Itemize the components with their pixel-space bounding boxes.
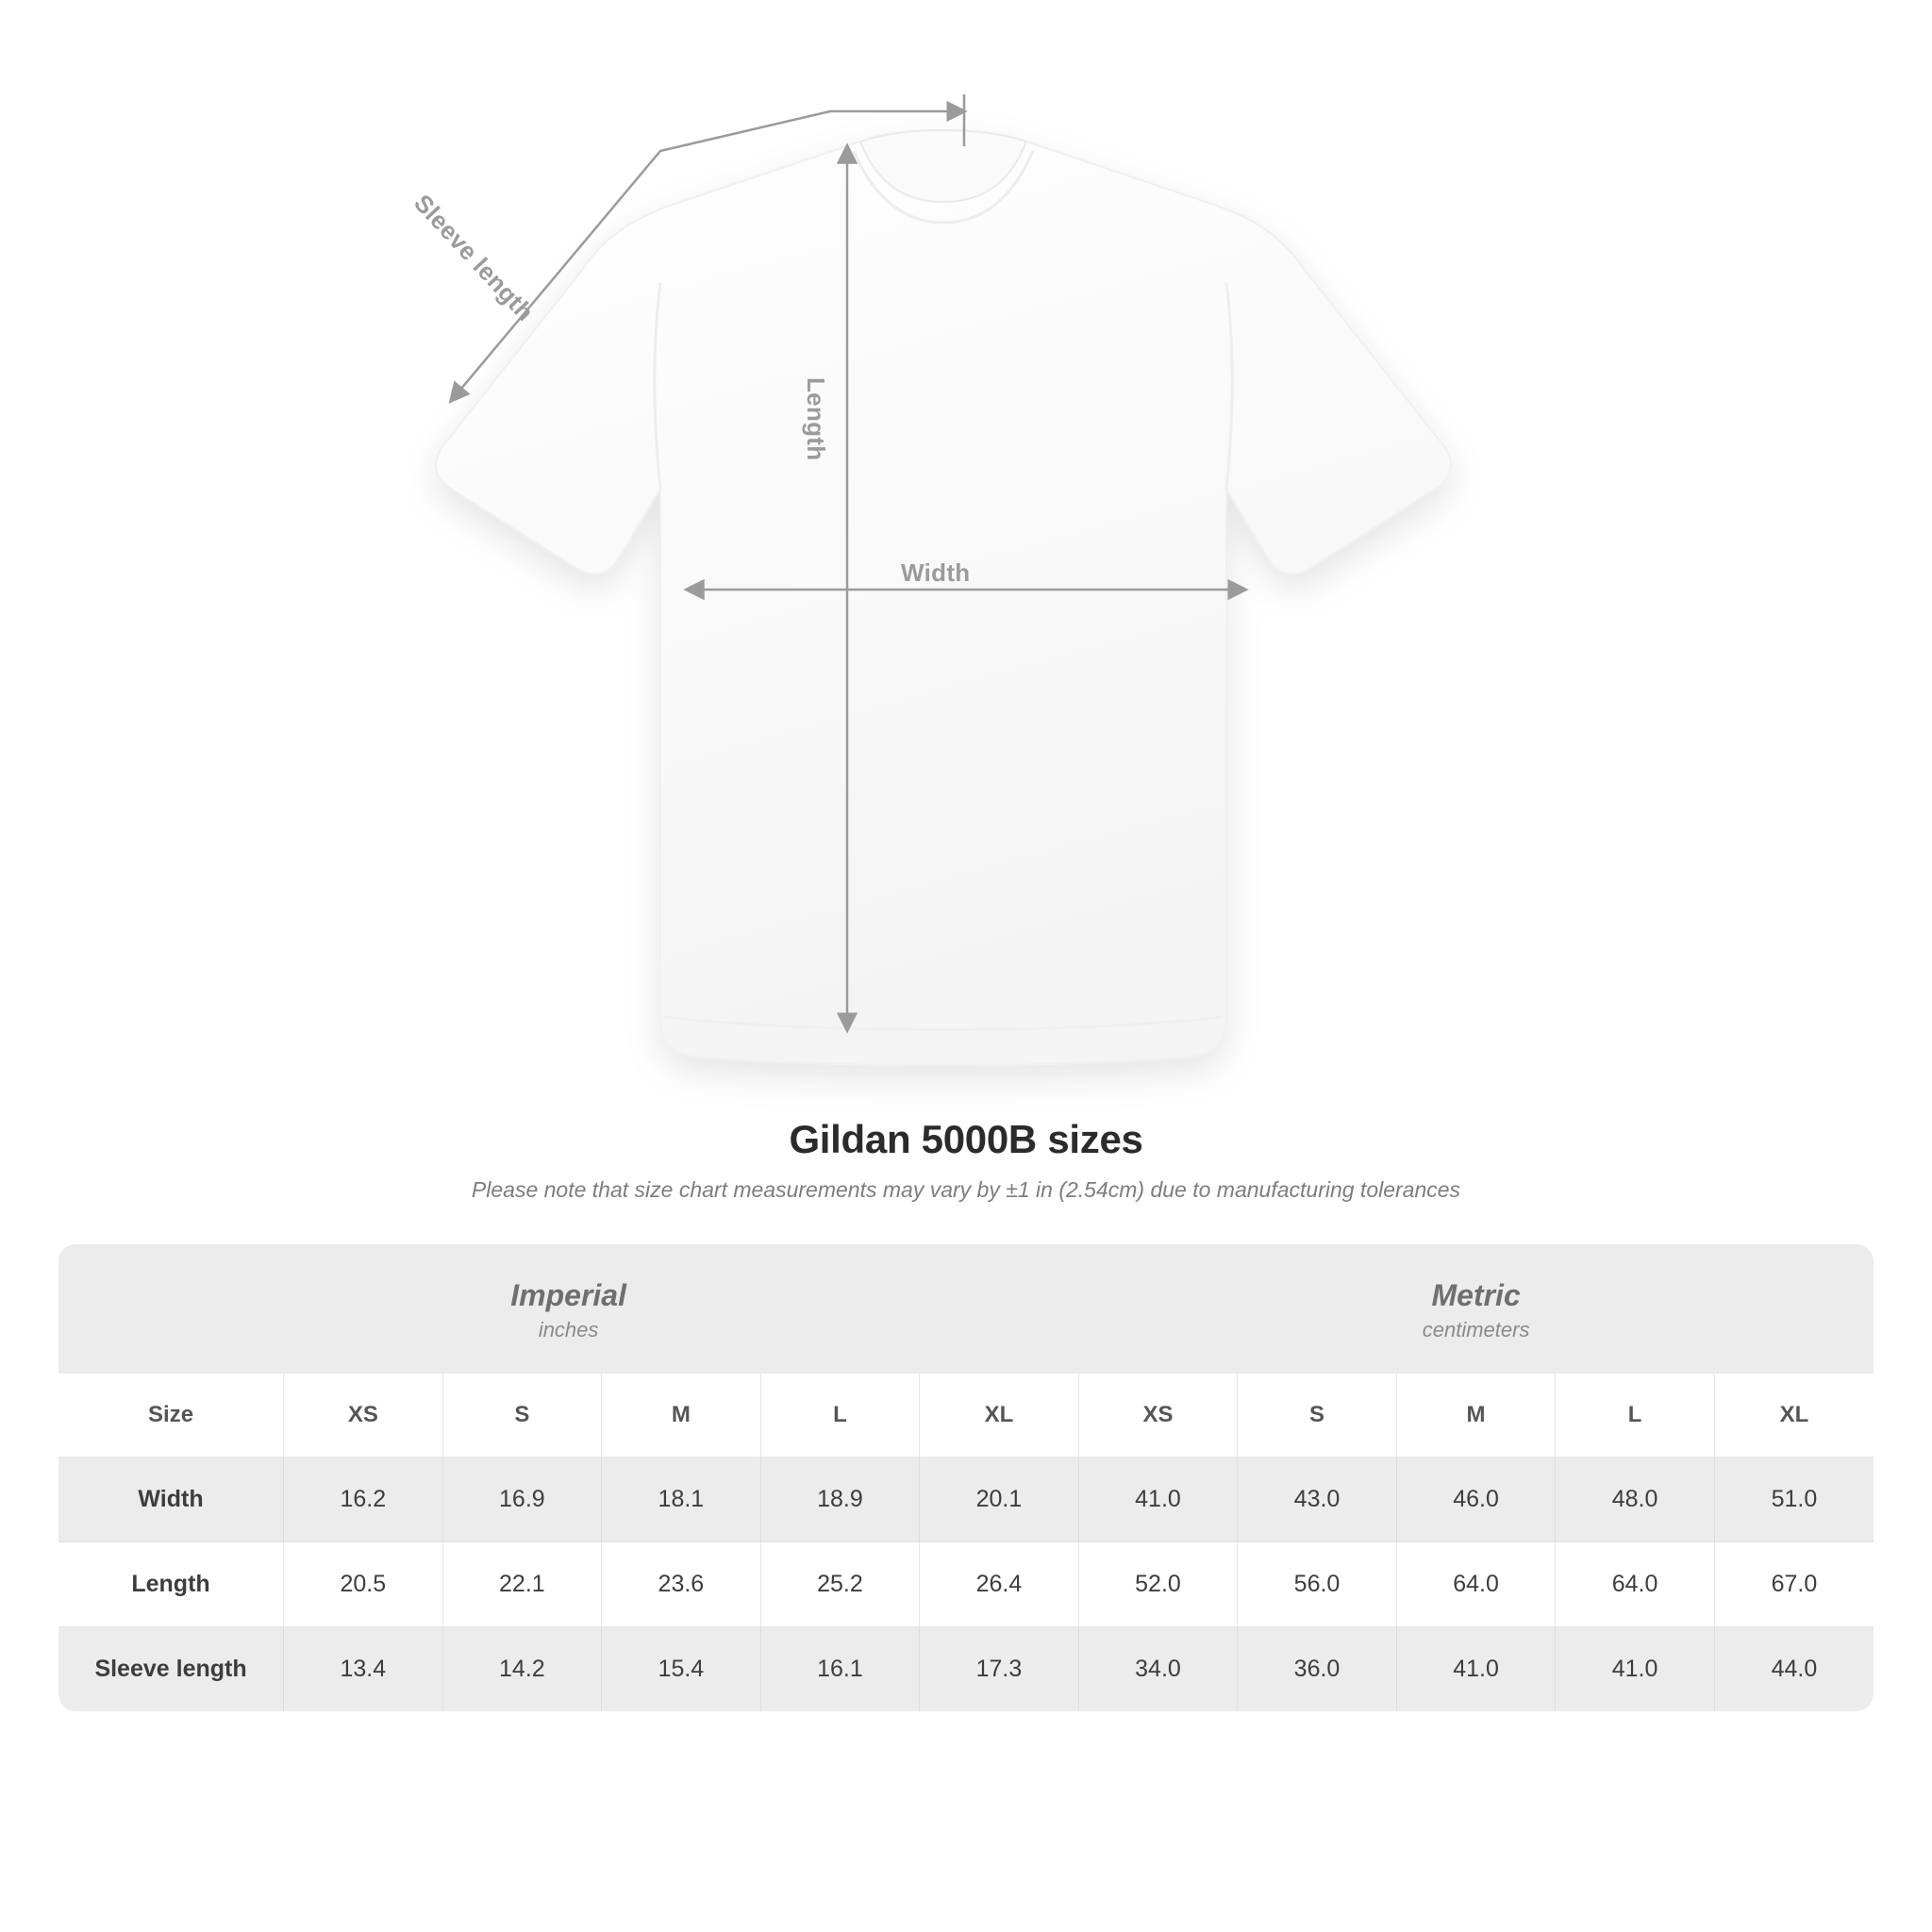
table-row <box>58 1457 1874 1542</box>
cell-length-7: 64.0 <box>1396 1542 1556 1627</box>
cell-length-1: 22.1 <box>442 1542 602 1627</box>
cell-sleeve-2: 15.4 <box>602 1627 761 1712</box>
cell-sleeve-1: 14.2 <box>442 1627 602 1712</box>
header-col-6: S <box>1238 1374 1397 1457</box>
cell-width-4: 20.1 <box>920 1457 1079 1542</box>
header-col-0: XS <box>284 1374 443 1457</box>
row-label-width: Width <box>58 1457 284 1542</box>
width-label: Width <box>901 558 971 587</box>
header-col-8: L <box>1556 1374 1715 1457</box>
cell-sleeve-9: 44.0 <box>1714 1627 1874 1712</box>
header-col-9: XL <box>1714 1374 1874 1457</box>
unit-header-row <box>58 1244 1874 1374</box>
page-title: Gildan 5000B sizes <box>789 1117 1143 1161</box>
header-col-1: S <box>442 1374 602 1457</box>
cell-width-6: 43.0 <box>1238 1457 1397 1542</box>
tolerance-note: Please note that size chart measurements may vary by ±1 in (2.54cm) due to manufacturing tolerances <box>471 1177 1461 1202</box>
cell-sleeve-0: 13.4 <box>284 1627 443 1712</box>
table-row <box>58 1627 1874 1712</box>
unit-group-imperial-sub: inches <box>538 1318 599 1341</box>
table-row <box>58 1542 1874 1627</box>
row-label-sleeve-length: Sleeve length <box>58 1627 284 1712</box>
size-table-wrapper <box>58 1244 1874 1711</box>
unit-group-metric <box>1078 1244 1874 1374</box>
cell-width-9: 51.0 <box>1714 1457 1874 1542</box>
tshirt-shape <box>436 130 1451 1065</box>
column-header-row <box>58 1374 1874 1457</box>
cell-sleeve-8: 41.0 <box>1556 1627 1715 1712</box>
cell-length-6: 56.0 <box>1238 1542 1397 1627</box>
cell-length-9: 67.0 <box>1714 1542 1874 1627</box>
sleeve-length-label: Sleeve length <box>408 189 540 326</box>
header-col-5: XS <box>1078 1374 1238 1457</box>
cell-width-7: 46.0 <box>1396 1457 1556 1542</box>
cell-width-2: 18.1 <box>602 1457 761 1542</box>
cell-width-1: 16.9 <box>442 1457 602 1542</box>
header-col-7: M <box>1396 1374 1556 1457</box>
cell-width-3: 18.9 <box>760 1457 920 1542</box>
cell-length-3: 25.2 <box>760 1542 920 1627</box>
cell-sleeve-3: 16.1 <box>760 1627 920 1712</box>
header-col-4: XL <box>920 1374 1079 1457</box>
cell-length-4: 26.4 <box>920 1542 1079 1627</box>
cell-width-5: 41.0 <box>1078 1457 1238 1542</box>
cell-length-2: 23.6 <box>602 1542 761 1627</box>
size-table <box>58 1244 1874 1711</box>
cell-length-0: 20.5 <box>284 1542 443 1627</box>
cell-length-5: 52.0 <box>1078 1542 1238 1627</box>
unit-group-metric-name: Metric <box>1431 1278 1521 1312</box>
length-label: Length <box>802 377 830 461</box>
cell-sleeve-5: 34.0 <box>1078 1627 1238 1712</box>
unit-group-metric-sub: centimeters <box>1422 1318 1530 1341</box>
unit-group-imperial-name: Imperial <box>510 1278 626 1312</box>
header-size: Size <box>58 1374 284 1457</box>
cell-width-0: 16.2 <box>284 1457 443 1542</box>
cell-length-8: 64.0 <box>1556 1542 1715 1627</box>
header-col-3: L <box>760 1374 920 1457</box>
header-col-2: M <box>602 1374 761 1457</box>
row-label-length: Length <box>58 1542 284 1627</box>
cell-sleeve-7: 41.0 <box>1396 1627 1556 1712</box>
unit-group-imperial <box>58 1244 1078 1374</box>
cell-sleeve-4: 17.3 <box>920 1627 1079 1712</box>
cell-sleeve-6: 36.0 <box>1238 1627 1397 1712</box>
cell-width-8: 48.0 <box>1556 1457 1715 1542</box>
title-block <box>0 1117 1932 1203</box>
